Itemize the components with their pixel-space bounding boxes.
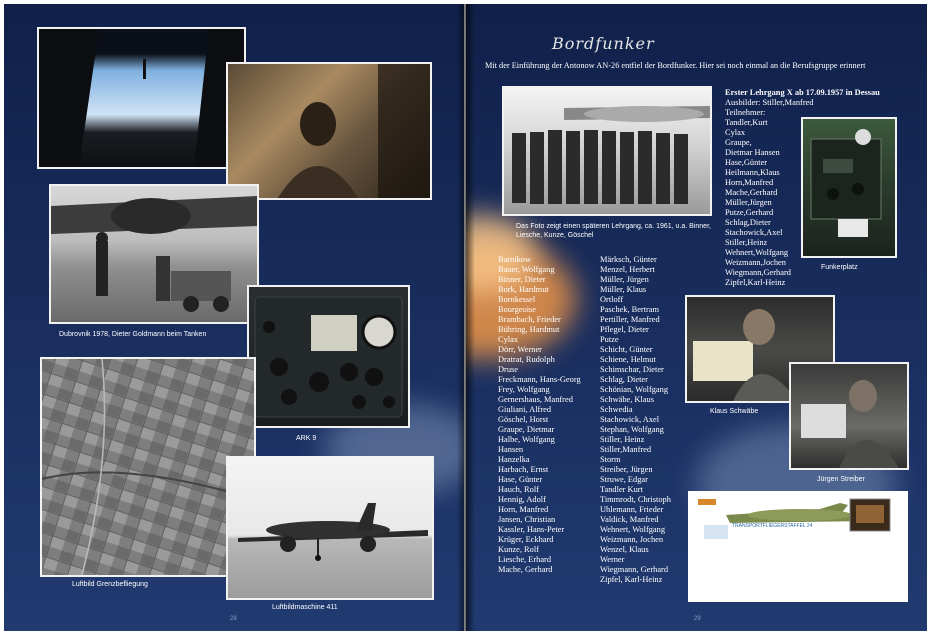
stamp-text: TRANSPORTFLIEGERSTAFFEL 24: [732, 523, 813, 529]
name-list-item: Gernershaus, Manfred: [498, 395, 573, 404]
name-list-item: Mache, Gerhard: [498, 565, 553, 574]
course-participant: Horn,Manfred: [725, 178, 774, 187]
name-list-item: Pertiller, Manfred: [600, 315, 660, 324]
name-list-item: Müller, Jürgen: [600, 275, 649, 284]
name-list-item: Brambach, Frieder: [498, 315, 561, 324]
name-list-item: Binner, Dieter: [498, 275, 546, 284]
name-list-item: Pflegel, Dieter: [600, 325, 649, 334]
name-list-item: Timmrodt, Christoph: [600, 495, 671, 504]
name-list-item: Druse: [498, 365, 519, 374]
caption-aircraft: Luftbildmaschine 411: [272, 604, 338, 611]
name-list-item: Menzel, Herbert: [600, 265, 655, 274]
caption-aerial: Luftbild Grenzbefliegung: [72, 581, 148, 588]
name-list-item: Putze: [600, 335, 619, 344]
course-participant: Müller,Jürgen: [725, 198, 772, 207]
name-list-item: Struwe, Edgar: [600, 475, 648, 484]
name-list-item: Horn, Manfred: [498, 505, 549, 514]
photo-group-course: [502, 86, 712, 216]
name-list-item: Freckmann, Hans-Georg: [498, 375, 581, 384]
course-heading: Erster Lehrgang X ab 17.09.1957 in Dessau: [725, 88, 880, 97]
name-list-item: Hase, Günter: [498, 475, 543, 484]
name-list-item: Paschek, Bertram: [600, 305, 660, 314]
name-list-item: Halbe, Wolfgang: [498, 435, 555, 444]
name-list-item: Stachowick, Axel: [600, 415, 660, 424]
name-list-item: Liesche, Erhard: [498, 555, 552, 564]
names-column-1: [498, 255, 581, 575]
course-participant: Wiegmann,Gerhard: [725, 268, 791, 277]
name-list-item: Schwedia: [600, 405, 633, 414]
name-list-item: Cylax: [498, 335, 519, 344]
name-list-item: Schimschar, Dieter: [600, 365, 664, 374]
name-list-item: Barnikow: [498, 255, 532, 264]
name-list-item: Schwäbe, Klaus: [600, 395, 654, 404]
course-participant: Wehnert,Wolfgang: [725, 248, 789, 257]
caption-streiber: Jürgen Streiber: [817, 476, 865, 483]
course-participant: Hase,Günter: [725, 158, 768, 167]
photo-ark9-radio: [247, 285, 410, 428]
caption-group: Das Foto zeigt einen späteren Lehrgang, ca. 1961, u.a. Binner, Liesche, Kunze, Göschel: [516, 223, 711, 239]
name-list-item: Dratrat, Rudolph: [498, 355, 555, 364]
name-list-item: Bühring, Hardmut: [498, 325, 560, 334]
name-list-item: Stephan, Wolfgang: [600, 425, 664, 434]
name-list-item: Hansen: [498, 445, 524, 454]
page-title: Bordfunker: [552, 34, 655, 53]
name-list-item: Storm: [600, 455, 621, 464]
page-number-left: 28: [230, 616, 237, 622]
name-list-item: Schicht, Günter: [600, 345, 653, 354]
photo-cockpit-window: [37, 27, 246, 169]
caption-funkerplatz: Funkerplatz: [821, 264, 858, 271]
course-participant: Putze,Gerhard: [725, 208, 774, 217]
name-list-item: Streiber, Jürgen: [600, 465, 653, 474]
name-list-item: Hanzelka: [498, 455, 530, 464]
name-list-item: Giuliani, Alfred: [498, 405, 552, 414]
name-list-item: Schlag, Dieter: [600, 375, 648, 384]
course-participant: Weizmann,Jochen: [725, 258, 786, 267]
course-instructors: Ausbilder: Stiller,Manfred: [725, 98, 814, 107]
course-participant: Stachowick,Axel: [725, 228, 783, 237]
name-list-item: Bornkessel: [498, 295, 536, 304]
name-list-item: Stiller, Heinz: [600, 435, 645, 444]
course-participant: Dietmar Hansen: [725, 148, 780, 157]
name-list-item: Werner: [600, 555, 625, 564]
name-list-item: Jansen, Christian: [498, 515, 556, 524]
name-list-item: Hauch, Rolf: [498, 485, 539, 494]
intro-text: Mit der Einführung der Antonow AN-26 entfiel der Bordfunker. Hier sei noch einmal an die Berufsgruppe erinnert: [485, 61, 866, 70]
caption-refuelling: Dubrovnik 1978, Dieter Goldmann beim Tanken: [59, 331, 207, 338]
photo-pilots-cockpit: [226, 62, 432, 200]
commemorative-envelope: [688, 491, 908, 602]
name-list-item: Schönian, Wolfgang: [600, 385, 669, 394]
course-participant: Heilmann,Klaus: [725, 168, 780, 177]
name-list-item: Weizmann, Jochen: [600, 535, 664, 544]
names-column-2: [600, 255, 671, 585]
name-list-item: Wiegmann, Gerhard: [600, 565, 669, 574]
photo-aerial-border: [40, 357, 256, 577]
name-list-item: Harbach, Ernst: [498, 465, 549, 474]
name-list-item: Wenzel, Klaus: [600, 545, 649, 554]
course-participant: Schlag,Dieter: [725, 218, 771, 227]
name-list-item: Valdick, Manfred: [600, 515, 659, 524]
photo-radio-operator-station: [801, 117, 897, 258]
name-list-item: Kunze, Rolf: [498, 545, 539, 554]
name-list-item: Zipfel, Karl-Heinz: [600, 575, 663, 584]
name-list-item: Frey, Wolfgang: [498, 385, 550, 394]
name-list-item: Hennig, Adolf: [498, 495, 546, 504]
course-participant: Tandler,Kurt: [725, 118, 768, 127]
photo-refuelling: [49, 184, 259, 324]
left-page: [4, 4, 464, 631]
name-list-item: Bourgeoise: [498, 305, 536, 314]
name-list-item: Krüger, Eckhard: [498, 535, 554, 544]
course-participant: Mache,Gerhard: [725, 188, 778, 197]
name-list-item: Graupe, Dietmar: [498, 425, 555, 434]
name-list-item: Uhlemann, Frieder: [600, 505, 664, 514]
name-list-item: Müller, Klaus: [600, 285, 647, 294]
caption-ark9: ARK 9: [296, 435, 317, 442]
book-gutter: [457, 4, 475, 631]
name-list-item: Bork, Hardmut: [498, 285, 549, 294]
name-list-item: Kassler, Hans-Peter: [498, 525, 565, 534]
course-participant: Graupe,: [725, 138, 752, 147]
caption-schwabe: Klaus Schwäbe: [710, 408, 759, 415]
name-list-item: Bauer, Wolfgang: [498, 265, 555, 274]
name-list-item: Ortloff: [600, 295, 624, 304]
name-list-item: Göschel, Horst: [498, 415, 549, 424]
course-participant: Stiller,Heinz: [725, 238, 768, 247]
name-list-item: Tandler Kurt: [600, 485, 643, 494]
name-list-item: Stiller,Manfred: [600, 445, 652, 454]
photo-aircraft-411: [226, 456, 434, 600]
course-participant: Cylax: [725, 128, 746, 137]
name-list-item: Dörr, Werner: [498, 345, 542, 354]
course-participant: Zipfel,Karl-Heinz: [725, 278, 786, 287]
photo-jurgen-streiber: [789, 362, 909, 470]
name-list-item: Schiene, Helmut: [600, 355, 656, 364]
page-number-right: 29: [694, 616, 701, 622]
book-spread: [4, 4, 927, 631]
name-list-item: Märksch, Günter: [600, 255, 657, 264]
course-participants-label: Teilnehmer:: [725, 108, 766, 117]
name-list-item: Wehnert, Wolfgang: [600, 525, 666, 534]
